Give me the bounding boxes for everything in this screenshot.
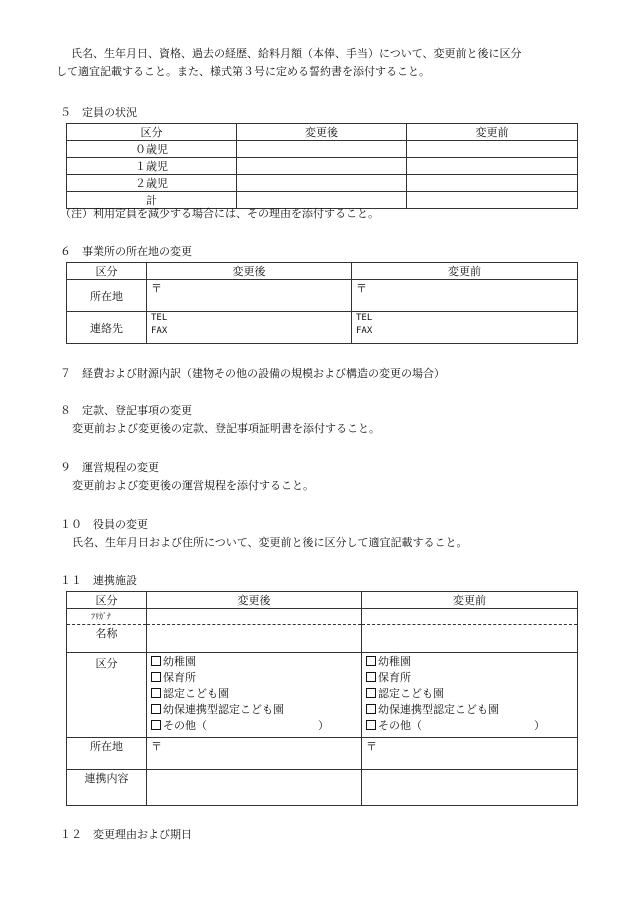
postal-mark: 〒 (356, 282, 367, 295)
partner-name-label-cell (67, 609, 147, 653)
furigana-label: ﾌﾘｶﾞﾅ (67, 609, 146, 625)
location-contact-after-cell[interactable] (147, 312, 352, 344)
capacity-note: （注）利用定員を減少する場合には、その理由を添付すること。 (60, 207, 379, 220)
section-9-body: 変更前および変更後の運営規程を添付すること。 (72, 479, 314, 492)
capacity-header-after: 変更後 (237, 124, 407, 141)
checkbox-icon[interactable] (366, 688, 376, 698)
location-address-label: 所在地 (67, 280, 147, 312)
checkbox-icon[interactable] (151, 688, 161, 698)
table-row (67, 141, 578, 158)
partner-content-label: 連携内容 (67, 770, 147, 806)
option-nursery[interactable]: 保育所 (366, 670, 573, 686)
location-address-before-cell[interactable] (352, 280, 578, 312)
partner-header-before: 変更前 (362, 592, 578, 609)
location-address-after-cell[interactable] (147, 280, 352, 312)
checkbox-icon[interactable] (366, 704, 376, 714)
fax-label: FAX (356, 326, 373, 336)
table-row (67, 770, 578, 806)
postal-mark: 〒 (366, 740, 377, 753)
table-row (67, 609, 578, 653)
table-row (67, 158, 578, 175)
section-12-heading: １２ 変更理由および期日 (60, 828, 192, 841)
capacity-after-cell[interactable] (237, 158, 407, 175)
capacity-before-cell[interactable] (407, 175, 578, 192)
partner-content-after-cell[interactable] (147, 770, 362, 806)
option-kindergarten[interactable]: 幼稚園 (366, 654, 573, 670)
partner-content-before-cell[interactable] (362, 770, 578, 806)
intro-line-2: して適宜記載すること。また、様式第３号に定める誓約書を添付すること。 (56, 65, 430, 78)
section-9-heading: ９ 運営規程の変更 (60, 461, 159, 474)
tel-label: TEL (356, 313, 373, 323)
table-row (67, 653, 578, 738)
checkbox-icon[interactable] (366, 672, 376, 682)
partner-type-after-cell (147, 653, 362, 738)
section-7-heading: ７ 経費および財源内訳（建物その他の設備の規模および構造の変更の場合） (60, 367, 445, 380)
partner-type-before-cell (362, 653, 578, 738)
location-header-category: 区分 (67, 263, 147, 280)
tel-label: TEL (151, 313, 168, 323)
partner-facility-table (66, 591, 578, 806)
checkbox-icon[interactable] (366, 720, 376, 730)
location-header-after: 変更後 (147, 263, 352, 280)
option-certified-center[interactable]: 認定こども園 (366, 686, 573, 702)
capacity-after-cell[interactable] (237, 141, 407, 158)
checkbox-icon[interactable] (151, 720, 161, 730)
postal-mark: 〒 (151, 740, 162, 753)
partner-address-label: 所在地 (67, 738, 147, 770)
section-11-heading: １１ 連携施設 (60, 574, 137, 587)
table-row (67, 280, 578, 312)
partner-header-category: 区分 (67, 592, 147, 609)
section-10-heading: １０ 役員の変更 (60, 518, 148, 531)
section-8-heading: ８ 定款、登記事項の変更 (60, 404, 192, 417)
option-integrated-center[interactable]: 幼保連携型認定こども園 (151, 702, 357, 718)
partner-header-after: 変更後 (147, 592, 362, 609)
location-contact-before-cell[interactable] (352, 312, 578, 344)
section-8-body: 変更前および変更後の定款、登記事項証明書を添付すること。 (72, 422, 380, 435)
location-header-before: 変更前 (352, 263, 578, 280)
section-6-heading: ６ 事業所の所在地の変更 (60, 245, 192, 258)
partner-name-before-cell[interactable] (362, 609, 578, 653)
option-certified-center[interactable]: 認定こども園 (151, 686, 357, 702)
capacity-row-label: ２歳児 (67, 175, 237, 192)
name-label: 名称 (95, 627, 118, 640)
capacity-before-cell[interactable] (407, 158, 578, 175)
table-row (67, 738, 578, 770)
capacity-before-cell[interactable] (407, 192, 578, 209)
option-integrated-center[interactable]: 幼保連携型認定こども園 (366, 702, 573, 718)
checkbox-icon[interactable] (151, 656, 161, 666)
capacity-table (66, 123, 578, 209)
checkbox-icon[interactable] (151, 672, 161, 682)
checkbox-icon[interactable] (366, 656, 376, 666)
capacity-after-cell[interactable] (237, 175, 407, 192)
option-other[interactable]: その他（ ） (366, 718, 573, 734)
capacity-header-category: 区分 (67, 124, 237, 141)
partner-address-before-cell[interactable] (362, 738, 578, 770)
capacity-before-cell[interactable] (407, 141, 578, 158)
fax-label: FAX (151, 326, 168, 336)
capacity-row-label: ０歳児 (67, 141, 237, 158)
postal-mark: 〒 (151, 282, 162, 295)
intro-line-1: 氏名、生年月日、資格、過去の経歴、給料月額（本俸、手当）について、変更前と後に区分 (60, 47, 522, 60)
capacity-row-label: １歳児 (67, 158, 237, 175)
section-5-heading: ５ 定員の状況 (60, 106, 137, 119)
option-nursery[interactable]: 保育所 (151, 670, 357, 686)
capacity-row-label: 計 (67, 192, 237, 209)
table-row (67, 312, 578, 344)
partner-type-label: 区分 (67, 653, 147, 738)
capacity-header-before: 変更前 (407, 124, 578, 141)
option-kindergarten[interactable]: 幼稚園 (151, 654, 357, 670)
location-table (66, 262, 578, 344)
table-row (67, 175, 578, 192)
partner-address-after-cell[interactable] (147, 738, 362, 770)
section-10-body: 氏名、生年月日および住所について、変更前と後に区分して適宜記載すること。 (72, 536, 468, 549)
intro-paragraph (56, 45, 522, 81)
option-other[interactable]: その他（ ） (151, 718, 357, 734)
checkbox-icon[interactable] (151, 704, 161, 714)
partner-name-after-cell[interactable] (147, 609, 362, 653)
location-contact-label: 連絡先 (67, 312, 147, 344)
